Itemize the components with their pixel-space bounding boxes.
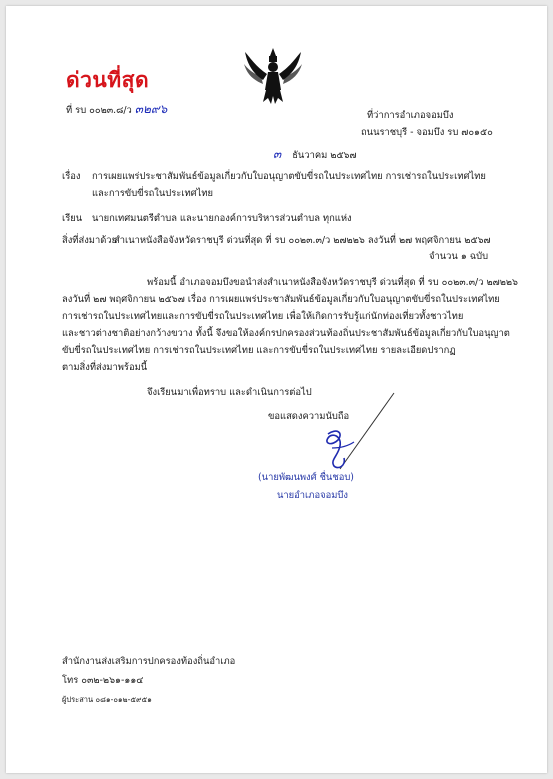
signatory-name: (นายพัฒนพงศ์ ชื่นชอบ) bbox=[258, 472, 354, 483]
office-name: ที่ว่าการอำเภอจอมบึง bbox=[367, 110, 454, 121]
office-address: ถนนราชบุรี - จอมบึง รบ ๗๐๑๕๐ bbox=[361, 127, 493, 138]
body-line-6: ตามสิ่งที่ส่งมาพร้อมนี้ bbox=[62, 362, 148, 373]
enclosure-label: สิ่งที่ส่งมาด้วย bbox=[62, 235, 118, 246]
closing-regards: ขอแสดงความนับถือ bbox=[268, 411, 350, 422]
body-line-5: ขับขี่รถในประเทศไทย การเช่ารถในประเทศไทย และการขับขี่รถในประเทศไทย รายละเอียดปรากฏ bbox=[62, 345, 456, 356]
footer-agency: สำนักงานส่งเสริมการปกครองท้องถิ่นอำเภอ bbox=[62, 656, 236, 667]
footer-contact: ผู้ประสาน ๐๘๑-๐๑๒-๕๙๕๑ bbox=[62, 695, 152, 704]
body-line-3: การเช่ารถในประเทศไทยและการขับขี่รถในประเทศไทย เพื่อให้เกิดการรับรู้แก่นักท่องเที่ยวทั้งชาวไทย bbox=[62, 311, 464, 322]
date-day-handwritten: ๓ bbox=[273, 147, 282, 161]
document-number bbox=[66, 103, 167, 117]
enclosure-text: สำเนาหนังสือจังหวัดราชบุรี ด่วนที่สุด ที่ รบ ๐๐๒๓.๓/ว ๒๗๒๒๖ ลงวันที่ ๒๗ พฤศจิกายน ๒๕๖๗ bbox=[114, 235, 491, 246]
subject-label: เรื่อง bbox=[62, 171, 81, 182]
closing-request: จึงเรียนมาเพื่อทราบ และดำเนินการต่อไป bbox=[147, 387, 312, 398]
footer-phone: โทร ๐๓๒-๒๖๑-๑๑๔ bbox=[62, 675, 144, 686]
urgent-stamp: ด่วนที่สุด bbox=[66, 68, 150, 92]
document-page bbox=[6, 6, 547, 773]
document-date bbox=[273, 148, 357, 162]
handwritten-signature-icon bbox=[314, 426, 374, 476]
body-line-1: พร้อมนี้ อำเภอจอมบึงขอนำส่งสำเนาหนังสือจังหวัดราชบุรี ด่วนที่สุด ที่ รบ ๐๐๒๓.๓/ว ๒๗๒๒๖ bbox=[147, 277, 519, 288]
garuda-emblem-icon bbox=[241, 46, 305, 108]
salutation-text: นายกเทศมนตรีตำบล และนายกองค์การบริหารส่วนตำบล ทุกแห่ง bbox=[92, 213, 352, 224]
salutation-label: เรียน bbox=[62, 213, 83, 224]
subject-line-1: การเผยแพร่ประชาสัมพันธ์ข้อมูลเกี่ยวกับใบอนุญาตขับขี่รถในประเทศไทย การเช่ารถในประเทศไทย bbox=[92, 171, 486, 182]
signatory-position: นายอำเภอจอมบึง bbox=[277, 490, 348, 501]
date-month-year: ธันวาคม ๒๕๖๗ bbox=[292, 150, 357, 161]
body-line-2: ลงวันที่ ๒๗ พฤศจิกายน ๒๕๖๗ เรื่อง การเผยแพร่ประชาสัมพันธ์ข้อมูลเกี่ยวกับใบอนุญาตขับขี่รถในประเทศไทย bbox=[62, 294, 500, 305]
document-number-prefix: ที่ รบ ๐๐๒๓.๘/ว bbox=[66, 105, 132, 116]
enclosure-count: จำนวน ๑ ฉบับ bbox=[429, 251, 489, 262]
subject-line-2: และการขับขี่รถในประเทศไทย bbox=[92, 188, 214, 199]
body-line-4: และชาวต่างชาติอย่างกว้างขวาง ทั้งนี้ จึงขอให้องค์กรปกครองส่วนท้องถิ่นประชาสัมพันธ์ข้อมูลเกี่ยวกับใบอนุญาต bbox=[62, 328, 510, 339]
document-number-handwritten: ๓๒๙๖ bbox=[134, 102, 168, 116]
